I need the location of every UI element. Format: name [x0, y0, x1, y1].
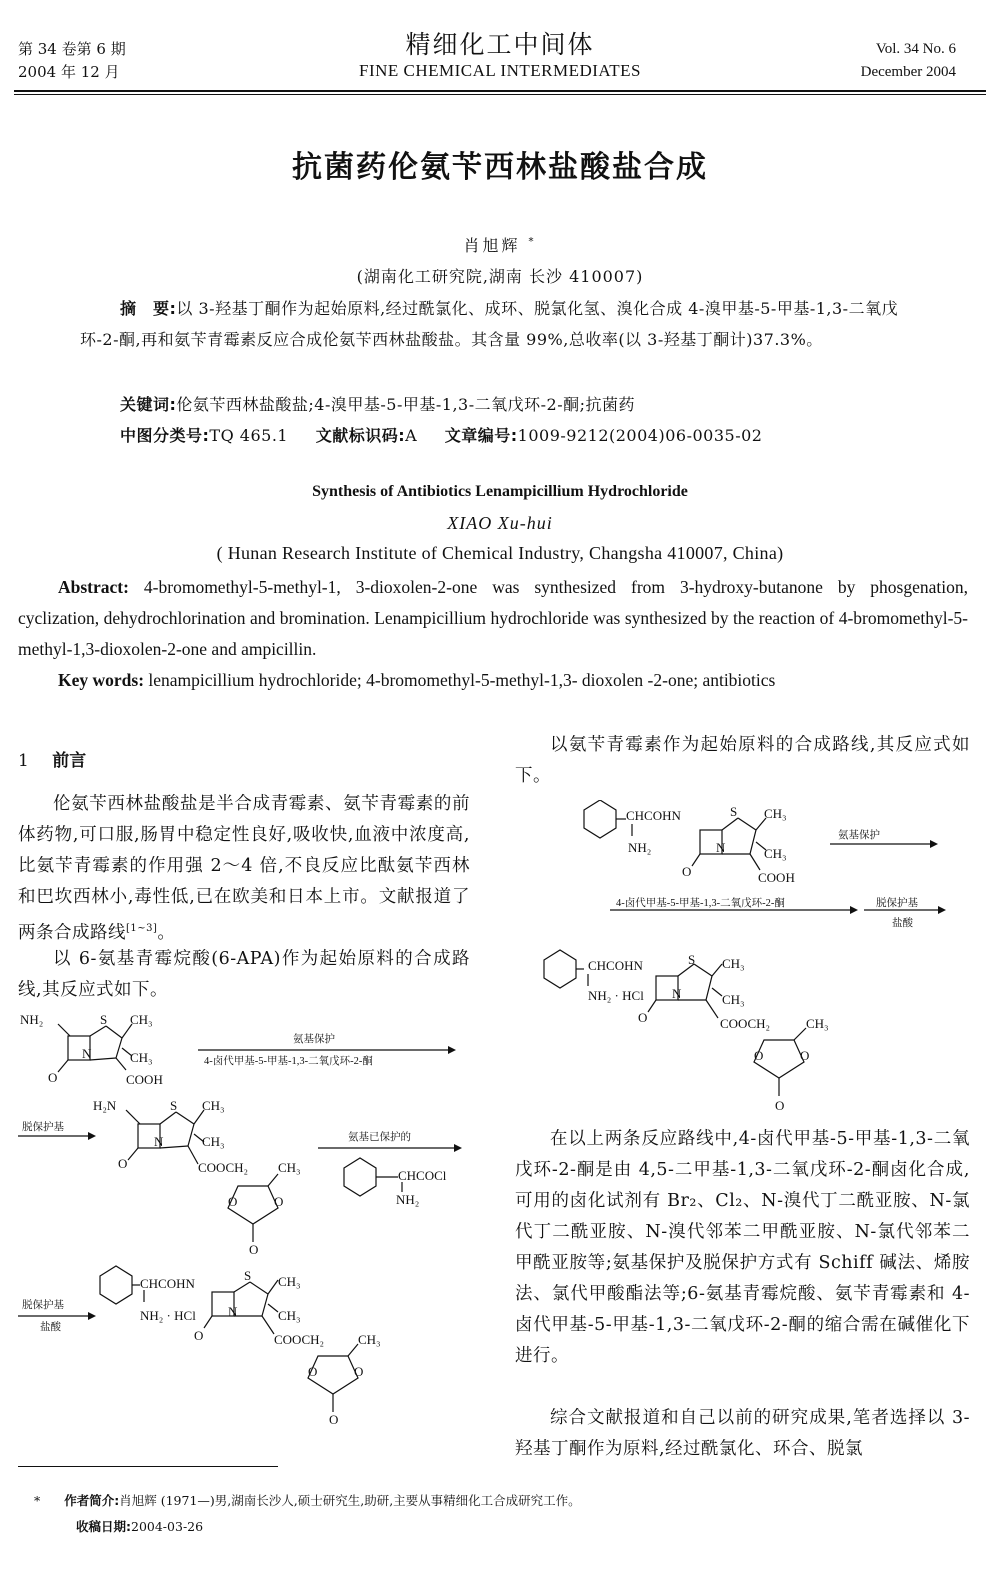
method-paragraph: 综合文献报道和自己以前的研究成果,笔者选择以 3-羟基丁酮作为原料,经过酰氯化、环合、脱氯	[515, 1408, 970, 1459]
label-o-2b: O	[228, 1194, 238, 1209]
condition-protected-amino: 氨基已保护的	[348, 1132, 411, 1143]
label-cooch2-r: COOCH₂	[720, 1016, 771, 1031]
condition-hcl: 盐酸	[40, 1322, 61, 1333]
label-ch3: CH₃	[130, 1012, 153, 1027]
abstract-cn	[80, 293, 925, 355]
received-date-label: 收稿日期:	[76, 1519, 131, 1534]
label-ch3-b: CH₃	[130, 1050, 153, 1065]
label-o-r: O	[682, 864, 692, 879]
doc-code-value: A	[405, 426, 418, 445]
keywords-cn-text: 伦氨苄西林盐酸盐;4-溴甲基-5-甲基-1,3-二氧戊环-2-酮;抗菌药	[176, 395, 636, 414]
abstract-en-text: 4-bromomethyl-5-methyl-1, 3-dioxolen-2-one was synthesized from 3-hydroxy-butanone by phosgenation, cyclization, dehydrochlorination and bromination. Lenampicillium hydrochloride was synthesized by the reaction of 4-bromomethyl-5-methyl-1,3-dioxolen-2-one and ampicillin.	[18, 577, 968, 659]
label-o-2d: O	[249, 1242, 259, 1257]
bio-text: 肖旭辉 (1971—)男,湖南长沙人,硕士研究生,助研,主要从事精细化工合成研究工作。	[119, 1493, 581, 1508]
ampicillin-route-intro: 以氨苄青霉素作为起始原料的合成路线,其反应式如下。	[515, 735, 970, 786]
affiliation-en: ( Hunan Research Institute of Chemical Industry, Changsha 410007, China)	[216, 543, 784, 563]
header-date-en: December 2004	[860, 64, 956, 80]
condition-halo-reagent: 4-卤代甲基-5-甲基-1,3-二氧戊环-2-酮	[204, 1056, 373, 1067]
label-ch3-r: CH₃	[764, 806, 787, 821]
label-nh2hcl-r: NH₂ · HCl	[588, 988, 644, 1003]
label-cooh: COOH	[126, 1072, 163, 1087]
received-date	[76, 1514, 203, 1540]
label-s-r2: S	[688, 952, 696, 967]
label-o-3b: O	[308, 1364, 318, 1379]
label-nh2: NH₂	[20, 1012, 44, 1027]
label-ch3-r2: CH₃	[764, 846, 787, 861]
label-ch3-r3: CH₃	[722, 956, 745, 971]
label-ch3-2b: CH₃	[202, 1134, 225, 1149]
journal-name-en: FINE CHEMICAL INTERMEDIATES	[358, 61, 642, 80]
author-name-cn: 肖旭辉	[463, 236, 521, 255]
paper-title-en: Synthesis of Antibiotics Lenampicillium Hydrochloride	[312, 483, 688, 500]
header-rule-thin	[14, 94, 986, 95]
label-ch3-3c: CH₃	[358, 1332, 381, 1347]
keywords-en-label: Key words:	[58, 670, 145, 690]
header-volume-en	[861, 38, 956, 84]
label-o-3: O	[194, 1328, 204, 1343]
keywords-cn-label: 关键词:	[120, 395, 177, 414]
label-h2n: H₂N	[93, 1098, 117, 1113]
label-ch3-3b: CH₃	[278, 1308, 301, 1323]
abstract-cn-label: 摘 要:	[120, 299, 177, 318]
label-s-r: S	[730, 804, 738, 819]
footnote-mark: *	[34, 1493, 41, 1508]
label-ch3-2: CH₃	[202, 1098, 225, 1113]
paper-title-cn: 抗菌药伦氨苄西林盐酸盐合成	[292, 150, 708, 185]
intro-paragraph-2: 以 6-氨基青霉烷酸(6-APA)作为起始原料的合成路线,其反应式如下。	[18, 949, 470, 1000]
label-ch3-r4: CH₃	[722, 992, 745, 1007]
reaction-scheme-ampicillin	[530, 800, 980, 1120]
label-o-2c: O	[274, 1194, 284, 1209]
header-rule	[14, 90, 986, 92]
label-nh2-2: NH₂	[396, 1192, 420, 1207]
label-ch3-3: CH₃	[278, 1274, 301, 1289]
label-ch3-r5: CH₃	[806, 1016, 829, 1031]
abstract-cn-text: 以 3-羟基丁酮作为起始原料,经过酰氯化、成环、脱氯化氢、溴化合成 4-溴甲基-5-甲基-1,3-二氧戊环-2-酮,再和氨苄青霉素反应合成伦氨苄西林盐酸盐。其含量 99%,总收率(以 3-羟基丁酮计)37.3%。	[80, 299, 899, 349]
condition-amino-protect-r: 氨基保护	[838, 830, 880, 841]
label-cooch2-3: COOCH₂	[274, 1332, 325, 1347]
intro-p1-text: 伦氨苄西林盐酸盐是半合成青霉素、氨苄青霉素的前体药物,可口服,肠胃中稳定性良好,吸收快,血液中浓度高,比氨苄青霉素的作用强 2～4 倍,不良反应比酞氨苄西林和巴坎西林小,毒性低,已在欧美和日本上市。文献报道了两条合成路线	[18, 794, 470, 943]
label-o-r2: O	[638, 1010, 648, 1025]
label-o-3c: O	[354, 1364, 364, 1379]
label-n: N	[82, 1046, 92, 1061]
clc-value: TQ 465.1	[209, 426, 289, 445]
clc-label: 中图分类号:	[120, 426, 210, 445]
condition-deprotect-r: 脱保护基	[876, 898, 918, 909]
label-o-r5: O	[775, 1098, 785, 1113]
keywords-en-text: lenampicillium hydrochloride; 4-bromomethyl-5-methyl-1,3- dioxolen -2-one; antibiotics	[144, 670, 776, 690]
label-cooh-r: COOH	[758, 870, 795, 885]
label-o-r4: O	[800, 1048, 810, 1063]
section-title: 前言	[52, 751, 87, 771]
label-chcohn: CHCOHN	[140, 1276, 195, 1291]
condition-halo-reagent-r: 4-卤代甲基-5-甲基-1,3-二氧戊环-2-酮	[616, 898, 785, 909]
article-no-value: 1009-9212(2004)06-0035-02	[517, 426, 763, 445]
doc-code-label: 文献标识码:	[315, 426, 406, 445]
citation-ref: [1~3]	[126, 923, 158, 934]
label-s-3: S	[244, 1268, 252, 1283]
condition-deprotect-2: 脱保护基	[22, 1300, 64, 1311]
label-chcohn-r: CHCOHN	[626, 808, 681, 823]
author-bio-footnote	[34, 1488, 581, 1514]
classification-line	[120, 420, 965, 451]
label-o: O	[48, 1070, 58, 1085]
author-mark: *	[528, 236, 537, 248]
label-nh2hcl: NH₂ · HCl	[140, 1308, 196, 1323]
keywords-en	[58, 665, 968, 696]
label-o-3d: O	[329, 1412, 339, 1427]
label-n-r: N	[716, 840, 726, 855]
keywords-cn	[120, 389, 965, 420]
label-n-r2: N	[672, 986, 682, 1001]
condition-hcl-r: 盐酸	[892, 918, 913, 929]
label-chcocl: CHCOCl	[398, 1168, 447, 1183]
author-cn	[0, 233, 1000, 256]
abstract-en-label: Abstract:	[58, 577, 129, 597]
affiliation-cn: (湖南化工研究院,湖南 长沙 410007)	[356, 267, 644, 286]
author-en: XIAO Xu-hui	[447, 513, 553, 533]
discussion-paragraph: 在以上两条反应路线中,4-卤代甲基-5-甲基-1,3-二氧戊环-2-酮是由 4,5-二甲基-1,3-二氧戊环-2-酮卤化合成,可用的卤化试剂有 Br₂、Cl₂、N-溴代丁二酰亚胺、N-氯代丁二酰亚胺、N-溴代邻苯二甲酰亚胺、N-氯代邻苯二甲酰亚胺等;氨基保护及脱保护方式有 Schiff 碱法、烯胺法、氯代甲酸酯法等;6-氨基青霉烷酸、氨苄青霉素和 4-卤代甲基-5-甲基-1,3-二氧戊环-2-酮的缩合需在碱催化下进行。	[515, 1129, 970, 1366]
article-no-label: 文章编号:	[444, 426, 518, 445]
journal-name-cn: 精细化工中间体	[405, 30, 595, 59]
label-o-2: O	[118, 1156, 128, 1171]
abstract-en	[18, 572, 968, 665]
label-o-r3: O	[754, 1048, 764, 1063]
label-s: S	[100, 1012, 108, 1027]
label-n-3: N	[228, 1304, 238, 1319]
label-ch3-2c: CH₃	[278, 1160, 301, 1175]
footnote-rule	[18, 1466, 278, 1467]
label-cooch2: COOCH₂	[198, 1160, 249, 1175]
intro-p1-end: 。	[157, 922, 176, 943]
journal-header	[0, 30, 1000, 82]
label-n-2: N	[154, 1134, 164, 1149]
condition-deprotect: 脱保护基	[22, 1122, 64, 1133]
header-vol-en: Vol. 34 No. 6	[875, 41, 956, 57]
condition-amino-protect: 氨基保护	[293, 1034, 335, 1045]
section-heading	[18, 746, 470, 771]
label-chcohn-r2: CHCOHN	[588, 958, 643, 973]
reaction-scheme-6apa	[18, 1006, 478, 1446]
intro-paragraph-1	[18, 789, 470, 949]
header-vol-cn: 第 34 卷第 6 期	[18, 40, 126, 58]
received-date-value: 2004-03-26	[131, 1519, 204, 1534]
label-nh2-r: NH₂	[628, 840, 652, 855]
header-date-cn: 2004 年 12 月	[18, 63, 120, 81]
bio-label: 作者简介:	[64, 1493, 120, 1508]
section-number: 1	[18, 751, 29, 771]
label-s-2: S	[170, 1098, 178, 1113]
